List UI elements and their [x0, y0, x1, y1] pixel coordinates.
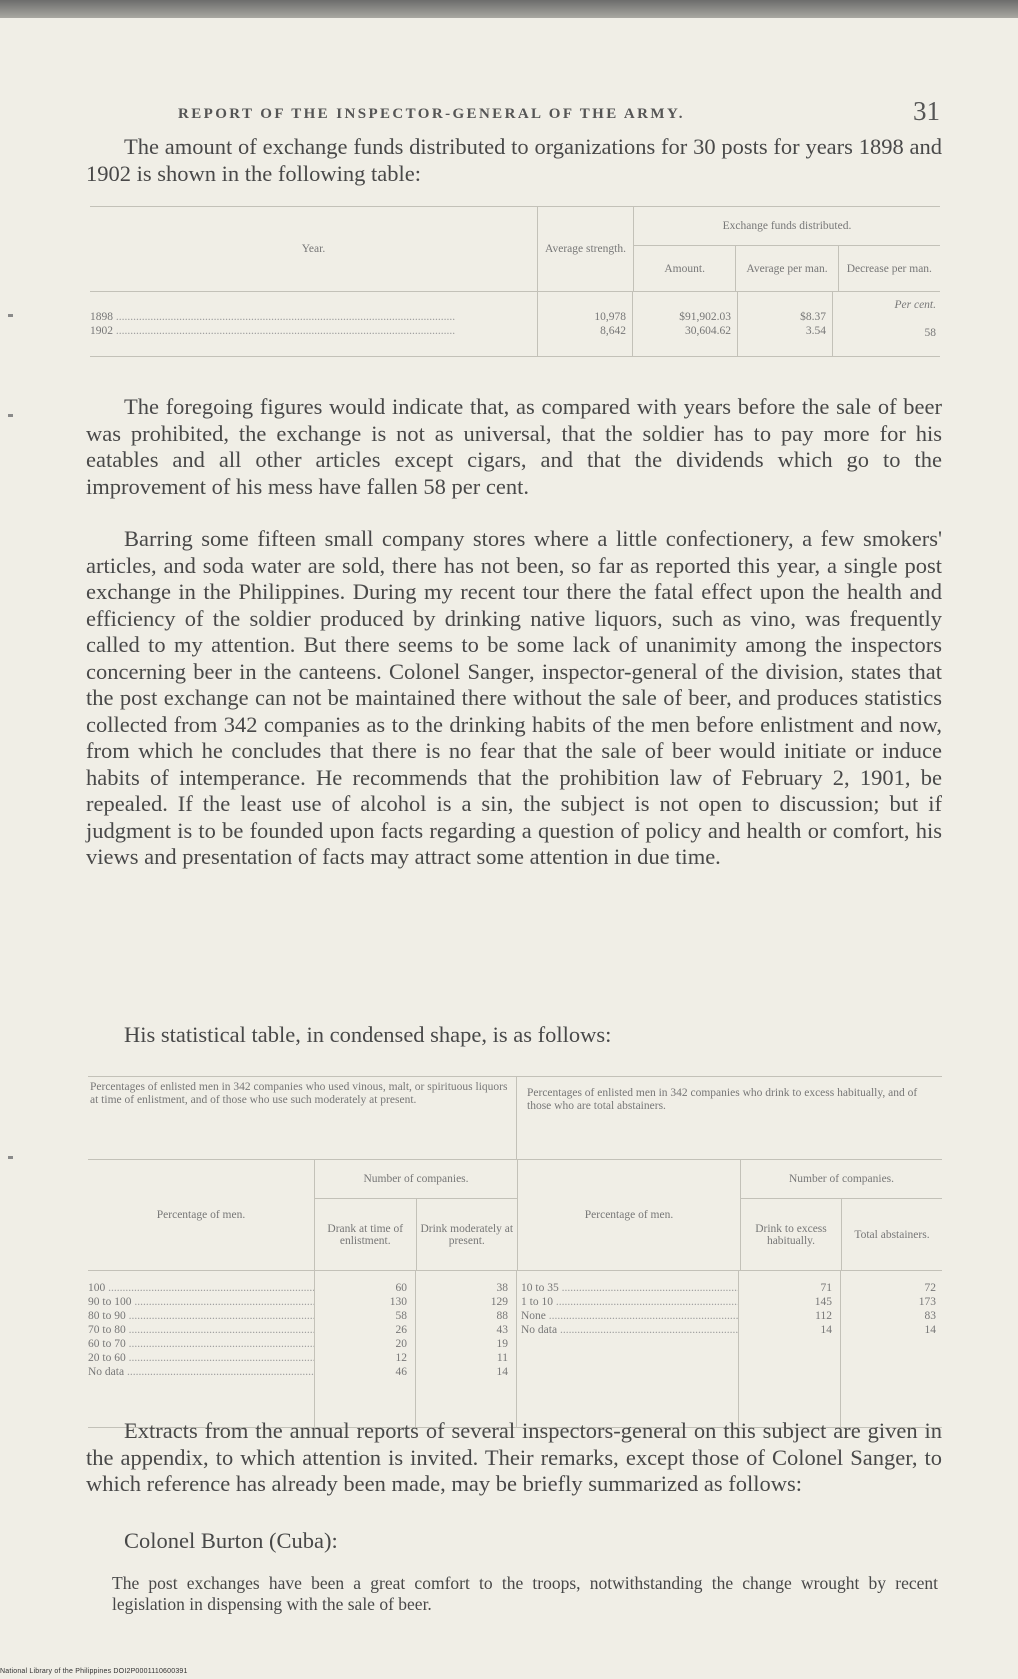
intro-paragraph	[86, 134, 942, 187]
table-row-pct: No data .....	[521, 1323, 738, 1337]
table-row-year: 1902 .....	[90, 324, 537, 338]
table-row-pct: 10 to 35 .....	[521, 1281, 738, 1295]
table-row-pct: 60 to 70 .....	[88, 1337, 314, 1351]
table-cell: 14	[820, 1324, 832, 1336]
exchange-funds-table	[90, 206, 940, 357]
table-cell: 11	[496, 1352, 508, 1364]
group-title: Number of companies.	[315, 1160, 517, 1199]
group-subheaders	[741, 1199, 942, 1270]
scan-top-edge	[0, 0, 1018, 18]
paragraph-figures	[86, 394, 942, 500]
table-body	[90, 292, 940, 357]
col-drank-header: Drank at time of enlistment.	[327, 1222, 404, 1247]
decrease-column	[832, 292, 940, 356]
table-cell: 60	[395, 1282, 407, 1294]
right-table-title: Percentages of enlisted men in 342 companies who drink to excess habitually, and of those who are total abstainers.	[516, 1077, 942, 1159]
table-cell: 88	[496, 1310, 508, 1322]
table-cell: 71	[820, 1282, 832, 1294]
col-year-header: Year.	[301, 243, 326, 255]
table-cell: 14	[496, 1366, 508, 1378]
col-pct-header: Percentage of men.	[156, 1209, 246, 1221]
table-cell: 130	[389, 1296, 407, 1308]
left-group-header	[314, 1160, 517, 1270]
paragraph-burton	[86, 1528, 942, 1555]
table-cell: 58	[395, 1310, 407, 1322]
scan-footer: National Library of the Philippines DOI2P0001110600391	[0, 1668, 188, 1675]
table-cell: 112	[815, 1310, 832, 1322]
table-cell: 14	[924, 1324, 936, 1336]
avg-column	[737, 292, 832, 356]
page-header	[178, 92, 948, 132]
col-amount-header: Amount.	[664, 262, 705, 275]
drank-column	[314, 1271, 415, 1427]
table-row-pct: 100 .....	[88, 1281, 314, 1295]
right-pct-column	[516, 1271, 738, 1427]
running-title: REPORT OF THE INSPECTOR-GENERAL OF THE ARMY.	[178, 106, 685, 122]
table-header-row	[90, 206, 940, 292]
col-decrease-header: Decrease per man.	[838, 246, 940, 291]
quote-burton: The post exchanges have been a great comfort to the troops, notwithstanding the change wrought by recent legislation in dispensing with the sale of beer.	[112, 1573, 938, 1614]
col-abstain-header: Total abstainers.	[841, 1199, 942, 1270]
paragraph-philippines	[86, 526, 942, 871]
table-cell: 19	[496, 1338, 508, 1350]
intro-text: The amount of exchange funds distributed to organizations for 30 posts for years 1898 and 1902 is shown in the following table:	[86, 134, 942, 186]
table-row-pct: None .....	[521, 1309, 738, 1323]
group-title: Exchange funds distributed.	[634, 207, 940, 246]
table-cell: 12	[395, 1352, 407, 1364]
paragraph-text: His statistical table, in condensed shape, is as follows:	[124, 1022, 612, 1047]
table-cell-decrease	[833, 312, 936, 326]
table-header-row	[88, 1159, 942, 1271]
paragraph-statistical	[86, 1022, 942, 1049]
table-cell-avg: 3.54	[805, 325, 826, 337]
right-group-header	[740, 1160, 942, 1270]
excess-column	[738, 1271, 840, 1427]
table-row-pct: 1 to 10 .....	[521, 1295, 738, 1309]
table-cell: 46	[395, 1366, 407, 1378]
left-table-title: Percentages of enlisted men in 342 companies who used vinous, malt, or spirituous liquors at time of enlistment, and of those who use such moderately at present.	[90, 1081, 508, 1106]
table-cell: 38	[496, 1282, 508, 1294]
paragraph-text: The foregoing figures would indicate that, as compared with years before the sale of beer was prohibited, the exchange is not as universal, that the soldier has to pay more for his eatables and all other articles except cigars, and that the dividends which go to the improvement of his mess have fallen 58 per cent.	[86, 394, 942, 499]
paragraph-text: Extracts from the annual reports of several inspectors-general on this subject are given in the appendix, to which attention is invited. Their remarks, except those of Colonel Sanger, to which reference has already been made, may be briefly summarized as follows:	[86, 1418, 942, 1496]
drinking-habits-table	[88, 1076, 942, 1428]
table-cell-strength: 10,978	[594, 311, 626, 323]
table-cell: 83	[924, 1310, 936, 1322]
table-row-pct: 90 to 100 .....	[88, 1295, 314, 1309]
col-moderate-header: Drink moderately at present.	[416, 1199, 518, 1270]
group-subheaders	[315, 1199, 517, 1270]
table-titles	[88, 1076, 942, 1159]
col-group-header	[633, 207, 940, 291]
table-cell: 173	[918, 1296, 936, 1308]
table-cell: 129	[490, 1296, 508, 1308]
document-page	[0, 18, 1018, 1679]
table-cell: 145	[814, 1296, 832, 1308]
margin-mark	[8, 314, 13, 317]
table-cell-amount: 30,604.62	[685, 325, 731, 337]
table-cell: 72	[924, 1282, 936, 1294]
col-pct-header-right: Percentage of men.	[517, 1160, 740, 1270]
table-cell-decrease: 58	[924, 327, 936, 339]
abstain-column	[840, 1271, 942, 1427]
paragraph-extracts	[86, 1418, 942, 1498]
page-number: 31	[913, 96, 940, 126]
year-column	[90, 292, 537, 356]
margin-mark	[8, 1156, 13, 1159]
table-row-pct: 70 to 80 .....	[88, 1323, 314, 1337]
table-cell-strength: 8,642	[600, 325, 626, 337]
strength-column	[537, 292, 632, 356]
paragraph-text: Barring some fifteen small company stores where a little confectionery, a few smokers' articles, and soda water are sold, there has not been, so far as reported this year, a single post exchange in the Philippines. During my recent tour there the fatal effect upon the health and efficiency of the soldier produced by drinking native liquors, such as vino, was frequently called to my attention. But there seems to be some lack of unanimity among the inspectors concerning beer in the canteens. Colonel Sanger, inspector-general of the division, states that the post exchange can not be maintained there without the sale of beer, and produces statistics collected from 342 companies as to the drinking habits of the men before enlistment and now, from which he concludes that there is no fear that the sale of beer would initiate or induce habits of intemperance. He recommends that the prohibition law of February 2, 1901, be repealed. If the least use of alcohol is a sin, the subject is not open to discussion; but if judgment is to be founded upon facts regarding a question of policy and health or comfort, his views and presentation of facts may attract some attention in due time.	[86, 526, 942, 869]
paragraph-text: Colonel Burton (Cuba):	[124, 1528, 338, 1553]
table-row-pct: 20 to 60 .....	[88, 1351, 314, 1365]
table-row-year: 1898 .....	[90, 310, 537, 324]
col-excess-header: Drink to excess habitually.	[755, 1222, 827, 1247]
table-body	[88, 1271, 942, 1428]
col-avg-header: Average per man.	[735, 246, 837, 291]
amount-column	[632, 292, 737, 356]
table-cell-amount: $91,902.03	[679, 311, 731, 323]
moderate-column	[415, 1271, 516, 1427]
group-title: Number of companies.	[741, 1160, 942, 1199]
table-cell-avg: $8.37	[800, 311, 826, 323]
left-pct-column	[88, 1271, 314, 1427]
table-cell: 26	[395, 1324, 407, 1336]
col-strength-header: Average strength.	[537, 207, 633, 291]
per-cent-label: Per cent.	[894, 299, 936, 311]
table-row-pct: No data .....	[88, 1365, 314, 1379]
group-subheaders	[634, 246, 940, 291]
table-cell: 43	[496, 1324, 508, 1336]
table-cell: 20	[395, 1338, 407, 1350]
margin-mark	[8, 414, 13, 417]
table-row-pct: 80 to 90 .....	[88, 1309, 314, 1323]
